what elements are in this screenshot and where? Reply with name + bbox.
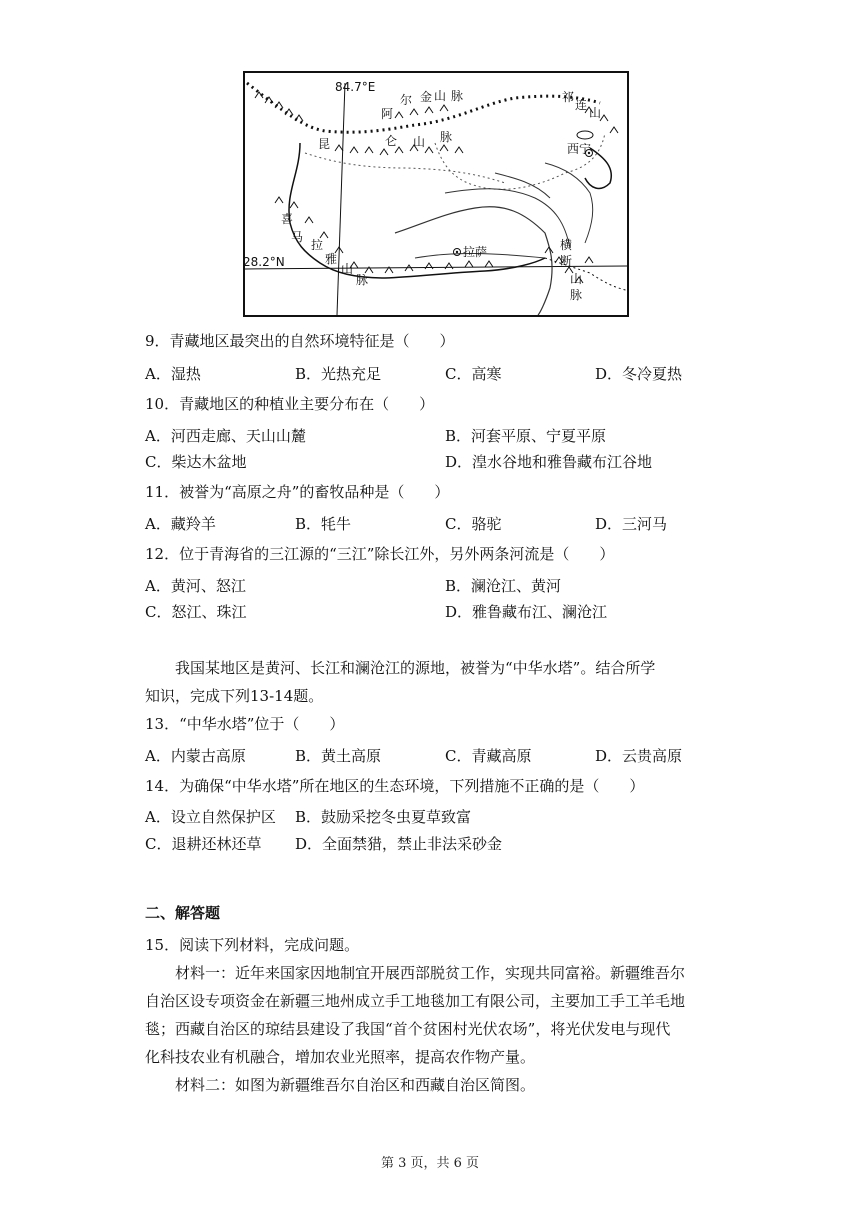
q9-option-c: C．高寒 — [445, 365, 502, 383]
q10-option-b: B．河套平原、宁夏平原 — [445, 427, 607, 445]
intro-line-2: 知识，完成下列13-14题。 — [145, 687, 324, 705]
q9-option-d: D．冬冷夏热 — [595, 365, 683, 383]
altun-label-3: 金 — [420, 90, 433, 104]
himalaya-label-3: 拉 — [311, 238, 324, 252]
q11-option-d: D．三河马 — [595, 515, 668, 533]
himalaya-label-2: 马 — [291, 230, 304, 244]
question-12-stem: 12．位于青海省的三江源的“三江”除长江外，另外两条河流是（ ） — [145, 545, 615, 563]
lhasa-label: 拉萨 — [463, 245, 488, 259]
q13-option-d: D．云贵高原 — [595, 747, 683, 765]
q10-option-c: C．柴达木盆地 — [145, 453, 247, 471]
hengduan-label-2: 断 — [560, 254, 573, 268]
q9-option-b: B．光热充足 — [295, 365, 382, 383]
hengduan-label-3: 山 — [570, 272, 583, 286]
himalaya-label-1: 喜 — [281, 212, 294, 226]
longitude-label: 84.7°E — [335, 80, 376, 94]
qilian-label-3: 山 — [589, 106, 602, 120]
altun-label-4: 山 — [434, 89, 447, 103]
q11-option-c: C．骆驼 — [445, 515, 502, 533]
kunlun-label-1: 昆 — [318, 137, 331, 151]
q14-option-b: B．鼓励采挖冬虫夏草致富 — [295, 808, 472, 826]
q13-option-c: C．青藏高原 — [445, 747, 532, 765]
altun-label-5: 脉 — [451, 89, 464, 103]
section-title: 二、解答题 — [145, 904, 221, 922]
hengduan-label-4: 脉 — [570, 288, 583, 302]
q14-option-a: A．设立自然保护区 — [145, 808, 276, 826]
altun-label-1: 阿 — [381, 107, 394, 121]
q13-option-b: B．黄土高原 — [295, 747, 382, 765]
q14-option-c: C．退耕还林还草 — [145, 835, 262, 853]
q10-option-d: D．湟水谷地和雅鲁藏布江谷地 — [445, 453, 653, 471]
material-line-2: 自治区设专项资金在新疆三地州成立手工地毯加工有限公司，主要加工手工羊毛地 — [145, 992, 686, 1010]
qilian-label-1: 祁 — [562, 90, 575, 104]
kunlun-label-4: 脉 — [440, 130, 453, 144]
question-13-stem: 13．“中华水塔”位于（ ） — [145, 715, 345, 733]
himalaya-label-6: 脉 — [356, 273, 369, 287]
q12-option-c: C．怒江、珠江 — [145, 603, 247, 621]
q12-option-d: D．雅鲁藏布江、澜沧江 — [445, 603, 608, 621]
xining-label: 西宁 — [567, 142, 592, 156]
kunlun-label-3: 山 — [413, 135, 426, 149]
material-line-3: 毯；西藏自治区的琼结县建设了我国“首个贫困村光伏农场”，将光伏发电与现代 — [145, 1020, 671, 1038]
kunlun-label-2: 仑 — [385, 134, 398, 148]
altun-label-2: 尔 — [400, 93, 413, 107]
question-11-stem: 11．被誉为“高原之舟”的畜牧品种是（ ） — [145, 483, 450, 501]
q14-option-d: D．全面禁猎，禁止非法采砂金 — [295, 835, 503, 853]
question-10-stem: 10．青藏地区的种植业主要分布在（ ） — [145, 395, 435, 413]
intro-line-1: 我国某地区是黄河、长江和澜沧江的源地，被誉为“中华水塔”。结合所学 — [175, 659, 656, 677]
question-9-stem: 9．青藏地区最突出的自然环境特征是（ ） — [145, 332, 455, 350]
page-footer: 第 3 页，共 6 页 — [380, 1156, 480, 1171]
q10-option-a: A．河西走廊、天山山麓 — [145, 427, 306, 445]
hengduan-label-1: 横 — [560, 238, 573, 252]
q12-option-b: B．澜沧江、黄河 — [445, 577, 562, 595]
question-15-stem: 15．阅读下列材料，完成问题。 — [145, 936, 360, 954]
material-line-1: 材料一：近年来国家因地制宜开展西部脱贫工作，实现共同富裕。新疆维吾尔 — [175, 964, 686, 982]
q13-option-a: A．内蒙古高原 — [145, 747, 246, 765]
himalaya-label-4: 雅 — [325, 252, 338, 266]
q11-option-b: B．牦牛 — [295, 515, 352, 533]
q11-option-a: A．藏羚羊 — [145, 515, 216, 533]
latitude-label: 28.2°N — [243, 255, 285, 269]
material-line-5: 材料二：如图为新疆维吾尔自治区和西藏自治区简图。 — [175, 1076, 536, 1094]
q9-option-a: A．湿热 — [145, 365, 201, 383]
qilian-label-2: 连 — [575, 98, 588, 112]
himalaya-label-5: 山 — [341, 262, 354, 276]
question-14-stem: 14．为确保“中华水塔”所在地区的生态环境，下列措施不正确的是（ ） — [145, 777, 645, 795]
tibet-qinghai-map — [243, 71, 629, 317]
material-line-4: 化科技农业有机融合，增加农业光照率，提高农作物产量。 — [145, 1048, 536, 1066]
q12-option-a: A．黄河、怒江 — [145, 577, 246, 595]
